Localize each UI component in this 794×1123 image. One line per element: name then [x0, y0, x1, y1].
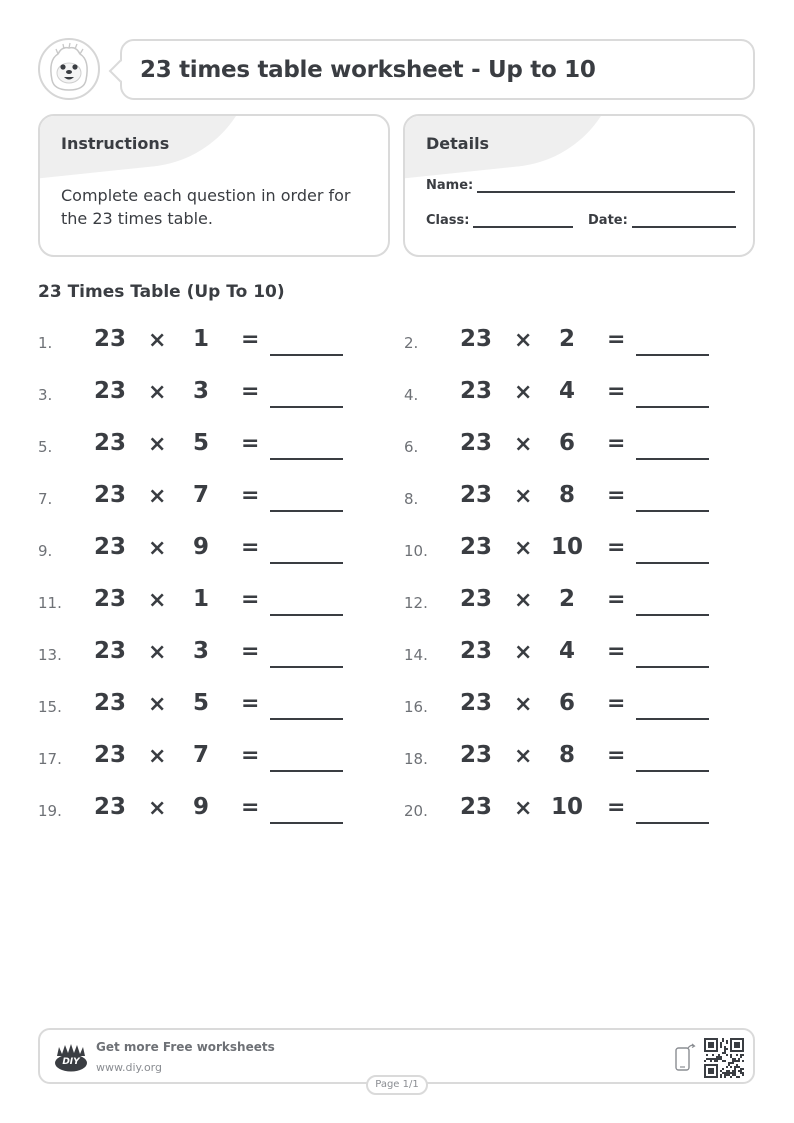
question-number: 17. — [38, 750, 62, 768]
question-item — [404, 322, 724, 362]
answer-line[interactable] — [636, 406, 709, 408]
equals-sign: = — [241, 691, 260, 716]
multiplier: 6 — [558, 430, 575, 456]
answer-line[interactable] — [270, 406, 343, 408]
multiplier: 9 — [192, 794, 209, 820]
date-field[interactable] — [588, 213, 736, 228]
answer-line[interactable] — [636, 458, 709, 460]
equals-sign: = — [607, 743, 626, 768]
multiply-sign: × — [148, 744, 167, 769]
question-item — [38, 426, 358, 466]
multiplier: 7 — [192, 482, 209, 508]
multiply-sign: × — [148, 432, 167, 457]
multiplier: 6 — [558, 690, 575, 716]
equals-sign: = — [607, 795, 626, 820]
diy-logo-text: DIY — [62, 1057, 80, 1067]
question-number: 16. — [404, 698, 428, 716]
multiplicand: 23 — [460, 638, 493, 664]
answer-line[interactable] — [270, 614, 343, 616]
multiplier: 5 — [192, 430, 209, 456]
question-item — [38, 738, 358, 778]
multiplier: 3 — [192, 638, 209, 664]
speech-tail — [109, 60, 132, 83]
multiplier: 4 — [558, 638, 575, 664]
equals-sign: = — [241, 535, 260, 560]
question-number: 19. — [38, 802, 62, 820]
question-number: 12. — [404, 594, 428, 612]
multiplicand: 23 — [94, 482, 127, 508]
equals-sign: = — [241, 743, 260, 768]
multiplicand: 23 — [460, 378, 493, 404]
multiplicand: 23 — [94, 690, 127, 716]
title-banner — [120, 39, 755, 100]
answer-line[interactable] — [270, 354, 343, 356]
multiply-sign: × — [514, 588, 533, 613]
question-number: 2. — [404, 334, 419, 352]
question-item — [404, 582, 724, 622]
multiplier: 2 — [558, 326, 575, 352]
yeti-mascot-icon — [38, 38, 100, 100]
question-number: 18. — [404, 750, 428, 768]
multiplier: 8 — [558, 742, 575, 768]
name-line[interactable] — [477, 179, 735, 193]
answer-line[interactable] — [636, 718, 709, 720]
equals-sign: = — [241, 431, 260, 456]
page-title: 23 times table worksheet - Up to 10 — [140, 56, 596, 83]
date-label: Date: — [588, 213, 628, 228]
question-number: 4. — [404, 386, 419, 404]
question-number: 8. — [404, 490, 419, 508]
equals-sign: = — [607, 327, 626, 352]
multiplicand: 23 — [94, 638, 127, 664]
multiply-sign: × — [514, 692, 533, 717]
question-number: 10. — [404, 542, 428, 560]
class-field[interactable] — [426, 213, 573, 228]
diy-logo-icon — [54, 1042, 88, 1072]
question-number: 9. — [38, 542, 53, 560]
multiply-sign: × — [514, 796, 533, 821]
question-item — [404, 426, 724, 466]
answer-line[interactable] — [270, 562, 343, 564]
multiply-sign: × — [514, 328, 533, 353]
question-number: 5. — [38, 438, 53, 456]
question-item — [404, 478, 724, 518]
question-item — [404, 738, 724, 778]
section-title: 23 Times Table (Up To 10) — [38, 282, 285, 302]
answer-line[interactable] — [636, 614, 709, 616]
footer-url[interactable]: www.diy.org — [96, 1061, 162, 1074]
phone-icon — [674, 1043, 696, 1073]
multiplier: 10 — [550, 534, 583, 560]
multiplicand: 23 — [460, 326, 493, 352]
equals-sign: = — [607, 483, 626, 508]
page-indicator: Page 1/1 — [366, 1075, 428, 1095]
instructions-heading: Instructions — [61, 134, 170, 153]
multiply-sign: × — [148, 796, 167, 821]
multiplier: 10 — [550, 794, 583, 820]
multiply-sign: × — [148, 484, 167, 509]
answer-line[interactable] — [636, 354, 709, 356]
question-item — [38, 530, 358, 570]
multiply-sign: × — [514, 380, 533, 405]
multiply-sign: × — [514, 640, 533, 665]
multiplicand: 23 — [94, 378, 127, 404]
answer-line[interactable] — [270, 822, 343, 824]
equals-sign: = — [607, 639, 626, 664]
multiply-sign: × — [148, 328, 167, 353]
equals-sign: = — [607, 691, 626, 716]
answer-line[interactable] — [270, 666, 343, 668]
multiply-sign: × — [514, 536, 533, 561]
question-item — [38, 686, 358, 726]
multiplicand: 23 — [94, 534, 127, 560]
multiplier: 9 — [192, 534, 209, 560]
question-item — [38, 582, 358, 622]
multiplicand: 23 — [460, 794, 493, 820]
class-label: Class: — [426, 213, 470, 228]
question-number: 14. — [404, 646, 428, 664]
equals-sign: = — [607, 379, 626, 404]
answer-line[interactable] — [270, 510, 343, 512]
multiplicand: 23 — [94, 326, 127, 352]
answer-line[interactable] — [270, 458, 343, 460]
multiplicand: 23 — [460, 482, 493, 508]
multiply-sign: × — [514, 484, 533, 509]
details-panel — [403, 114, 755, 257]
question-number: 20. — [404, 802, 428, 820]
multiply-sign: × — [148, 588, 167, 613]
qr-code-icon[interactable] — [704, 1038, 744, 1078]
question-number: 13. — [38, 646, 62, 664]
question-number: 1. — [38, 334, 53, 352]
multiply-sign: × — [148, 640, 167, 665]
question-item — [38, 634, 358, 674]
multiply-sign: × — [148, 692, 167, 717]
date-line[interactable] — [632, 214, 736, 228]
question-number: 7. — [38, 490, 53, 508]
multiplicand: 23 — [460, 690, 493, 716]
question-item — [38, 790, 358, 830]
answer-line[interactable] — [636, 770, 709, 772]
multiplier: 5 — [192, 690, 209, 716]
multiplicand: 23 — [94, 794, 127, 820]
answer-line[interactable] — [270, 770, 343, 772]
equals-sign: = — [607, 587, 626, 612]
question-item — [38, 322, 358, 362]
multiply-sign: × — [148, 380, 167, 405]
class-line[interactable] — [473, 214, 573, 228]
answer-line[interactable] — [636, 822, 709, 824]
multiply-sign: × — [514, 744, 533, 769]
multiplier: 1 — [192, 586, 209, 612]
question-item — [404, 634, 724, 674]
answer-line[interactable] — [636, 666, 709, 668]
question-item — [404, 374, 724, 414]
details-heading: Details — [426, 134, 490, 153]
question-item — [404, 686, 724, 726]
equals-sign: = — [241, 379, 260, 404]
equals-sign: = — [607, 535, 626, 560]
multiplier: 2 — [558, 586, 575, 612]
question-number: 6. — [404, 438, 419, 456]
question-item — [404, 530, 724, 570]
equals-sign: = — [241, 587, 260, 612]
multiply-sign: × — [514, 432, 533, 457]
footer-title: Get more Free worksheets — [96, 1040, 275, 1054]
multiplicand: 23 — [460, 534, 493, 560]
question-number: 15. — [38, 698, 62, 716]
instructions-panel — [38, 114, 390, 257]
question-item — [38, 478, 358, 518]
multiplicand: 23 — [94, 586, 127, 612]
equals-sign: = — [241, 327, 260, 352]
equals-sign: = — [241, 483, 260, 508]
answer-line[interactable] — [270, 718, 343, 720]
answer-line[interactable] — [636, 510, 709, 512]
multiplicand: 23 — [460, 586, 493, 612]
question-item — [38, 374, 358, 414]
equals-sign: = — [241, 795, 260, 820]
multiplier: 7 — [192, 742, 209, 768]
question-number: 11. — [38, 594, 62, 612]
instructions-text: Complete each question in order for the 23 times table. — [61, 186, 351, 228]
question-number: 3. — [38, 386, 53, 404]
multiplicand: 23 — [94, 430, 127, 456]
question-item — [404, 790, 724, 830]
answer-line[interactable] — [636, 562, 709, 564]
multiplier: 4 — [558, 378, 575, 404]
multiplier: 3 — [192, 378, 209, 404]
equals-sign: = — [241, 639, 260, 664]
multiplier: 8 — [558, 482, 575, 508]
equals-sign: = — [607, 431, 626, 456]
name-field[interactable] — [426, 178, 735, 193]
multiplicand: 23 — [94, 742, 127, 768]
multiply-sign: × — [148, 536, 167, 561]
name-label: Name: — [426, 178, 474, 193]
multiplicand: 23 — [460, 430, 493, 456]
multiplicand: 23 — [460, 742, 493, 768]
multiplier: 1 — [192, 326, 209, 352]
